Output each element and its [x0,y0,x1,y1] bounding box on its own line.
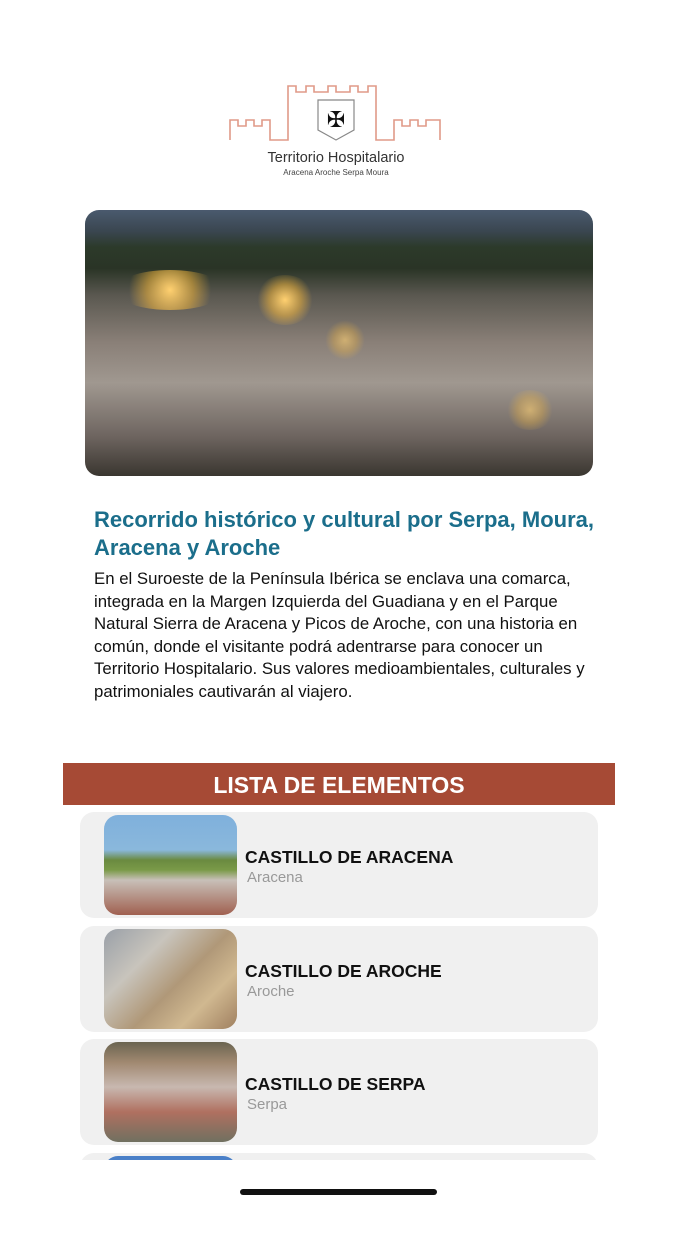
territorio-hospitalario-logo [228,82,444,182]
hero-image-aracena-night [85,210,593,476]
item-name: CASTILLO DE ARACENA [245,847,454,867]
svg-text:✠: ✠ [326,107,346,132]
item-place: Serpa [247,1096,288,1113]
item-place: Aroche [247,982,295,1000]
list-item-castillo-serpa[interactable] [80,1039,598,1145]
intro-description: En el Suroeste de la Península Ibérica se enclava una comarca, integrada en la Margen Izquierda del Guadiana y en el Parque Natural Sierra de Aracena y Picos de Aroche, con una historia en común, donde el visitante podrá adentrarse para conocer un Territorio Hospitalario. Sus valores medioambientales, culturales y patrimoniales cautivarán al viajero. [94,569,585,701]
item-place: Aracena [247,869,303,886]
item-name: CASTILLO DE SERPA [245,1074,426,1094]
item-name: CASTILLO DE AROCHE [245,960,442,981]
list-item-castillo-aracena[interactable] [80,812,598,918]
thumbnail-image [104,1042,237,1142]
logo-subtitle: Aracena Aroche Serpa Moura [283,168,389,177]
home-indicator[interactable] [240,1189,437,1195]
intro-title: Recorrido histórico y cultural por Serpa, Moura, Aracena y Aroche [94,507,594,560]
logo-title: Territorio Hospitalario [267,150,405,166]
list-item-partial[interactable] [80,1153,598,1161]
list-header: LISTA DE ELEMENTOS [63,763,615,805]
list-item-castillo-aroche[interactable] [80,926,598,1032]
elements-list[interactable] [80,812,598,1160]
thumbnail-image [104,1156,237,1161]
thumbnail-image [104,815,237,915]
thumbnail-image [104,929,237,1029]
castle-logo-icon [228,82,444,152]
